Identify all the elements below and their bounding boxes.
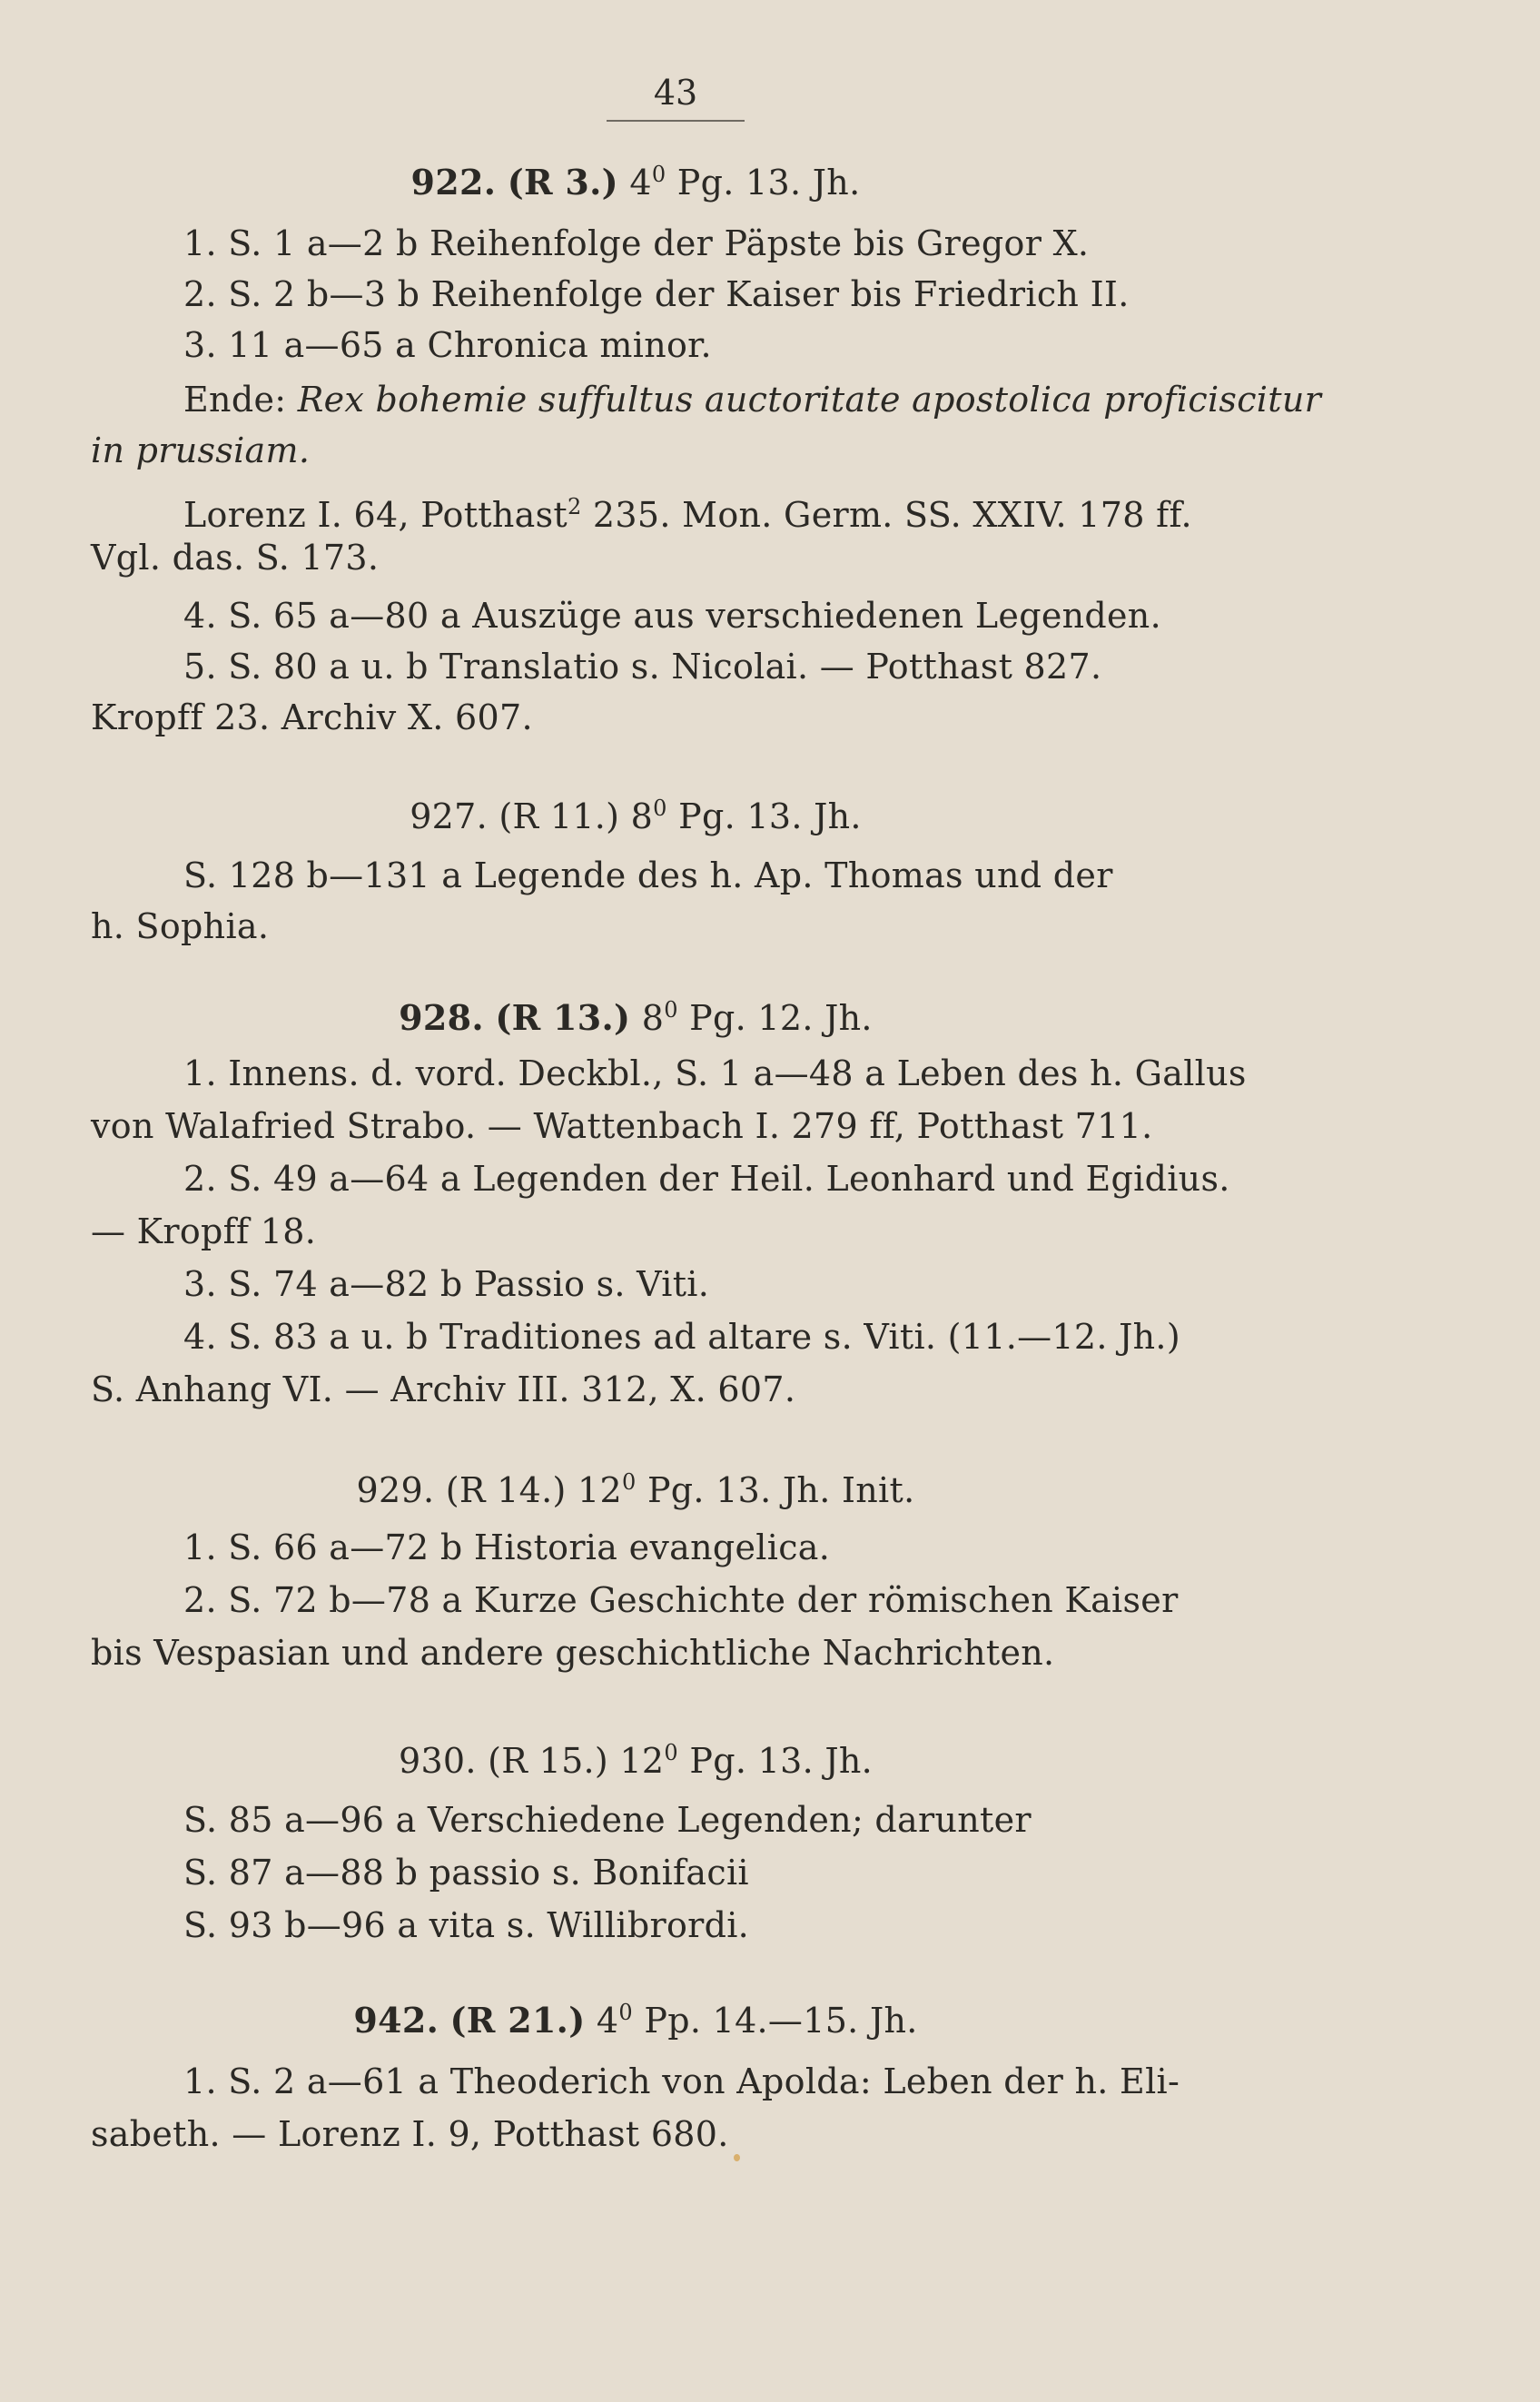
entry-922-item-1: 1. S. 1 a—2 b Reihenfolge der Päpste bis Gregor X. — [183, 223, 1090, 263]
shelfmark: (R 15.) — [488, 1741, 609, 1781]
format-superscript: 0 — [664, 997, 678, 1023]
format: 4 — [629, 163, 652, 203]
format: 8 — [630, 796, 654, 836]
heading-rest: Pg. 13. Jh. — [689, 1741, 874, 1781]
entry-930-line-3: S. 93 b—96 a vita s. Willibrordi. — [183, 1905, 750, 1945]
potthast-edition-superscript: 2 — [567, 494, 582, 519]
entry-928-line-2: von Walafried Strabo. — Wattenbach I. 279 ff, Potthast 711. — [91, 1106, 1153, 1146]
entry-928-line-1: 1. Innens. d. vord. Deckbl., S. 1 a—48 a Leben des h. Gallus — [183, 1053, 1247, 1093]
entry-929-line-2: 2. S. 72 b—78 a Kurze Geschichte der römischen Kaiser — [183, 1580, 1179, 1620]
heading-rest: Pp. 14.—15. Jh. — [644, 2001, 918, 2041]
format: 12 — [619, 1741, 665, 1781]
shelfmark: (R 14.) — [445, 1470, 567, 1510]
entry-number: 942. — [353, 2000, 439, 2041]
page-number-rule — [607, 120, 745, 122]
paper-speck — [734, 2154, 740, 2161]
heading-rest: Pg. 13. Jh. — [676, 163, 861, 203]
entry-number: 930. — [398, 1741, 477, 1781]
entry-922-item-4: 4. S. 65 a—80 a Auszüge aus verschiedenen Legenden. — [183, 596, 1161, 636]
ende-label: Ende: — [183, 380, 287, 420]
heading-rest: Pg. 12. Jh. — [689, 998, 873, 1038]
format: 4 — [596, 2001, 619, 2041]
entry-927-heading — [91, 783, 1180, 842]
entry-922-item-5-cont: Kropff 23. Archiv X. 607. — [91, 697, 533, 737]
format-superscript: 0 — [664, 1740, 678, 1765]
entry-number: 922. — [410, 162, 497, 203]
shelfmark: (R 11.) — [499, 796, 620, 836]
format-superscript: 0 — [621, 1469, 637, 1495]
entry-929-line-1: 1. S. 66 a—72 b Historia evangelica. — [183, 1527, 831, 1567]
entry-922-item-5: 5. S. 80 a u. b Translatio s. Nicolai. — Potthast 827. — [183, 647, 1102, 687]
entry-922-item-2: 2. S. 2 b—3 b Reihenfolge der Kaiser bis Friedrich II. — [183, 274, 1130, 314]
entry-930-line-2: S. 87 a—88 b passio s. Bonifacii — [183, 1853, 749, 1893]
shelfmark: (R 13.) — [495, 997, 631, 1038]
entry-928-heading — [91, 984, 1180, 1043]
entry-922-ende-cont: in prussiam. — [91, 430, 311, 470]
entry-928-line-4: — Kropff 18. — [91, 1211, 317, 1251]
entry-930-heading — [91, 1727, 1180, 1786]
entry-928-line-5: 3. S. 74 a—82 b Passio s. Viti. — [183, 1264, 710, 1304]
entry-number: 927. — [410, 796, 489, 836]
entry-929-heading — [91, 1457, 1180, 1516]
format-superscript: 0 — [618, 2000, 633, 2025]
ende-quote: Rex bohemie suffultus auctoritate apostolica proficiscitur — [297, 380, 1322, 420]
entry-number: 929. — [356, 1470, 435, 1510]
format-superscript: 0 — [653, 796, 667, 821]
entry-927-line-2: h. Sophia. — [91, 906, 270, 946]
entry-922-heading — [91, 149, 1180, 208]
entry-922-vgl: Vgl. das. S. 173. — [91, 538, 380, 578]
lorenz-ref: Lorenz I. 64, Potthast — [183, 495, 568, 535]
lorenz-ref-rest: 235. Mon. Germ. SS. XXIV. 178 ff. — [581, 495, 1192, 535]
format: 12 — [578, 1470, 622, 1510]
entry-928-line-6: 4. S. 83 a u. b Traditiones ad altare s. Viti. (11.—12. Jh.) — [183, 1317, 1180, 1357]
format: 8 — [641, 998, 665, 1038]
heading-rest: Pg. 13. Jh. — [678, 796, 862, 836]
entry-928-line-3: 2. S. 49 a—64 a Legenden der Heil. Leonhard und Egidius. — [183, 1159, 1230, 1199]
entry-930-line-1: S. 85 a—96 a Verschiedene Legenden; darunter — [183, 1800, 1032, 1840]
entry-942-line-2: sabeth. — Lorenz I. 9, Potthast 680. — [91, 2114, 729, 2154]
entry-927-line-1: S. 128 b—131 a Legende des h. Ap. Thomas und der — [183, 855, 1113, 895]
shelfmark: (R 3.) — [507, 162, 618, 203]
entry-942-heading — [91, 1987, 1180, 2046]
page-number: 43 — [653, 73, 698, 113]
heading-rest: Pg. 13. Jh. Init. — [647, 1470, 915, 1510]
shelfmark: (R 21.) — [449, 2000, 586, 2041]
entry-928-line-7: S. Anhang VI. — Archiv III. 312, X. 607. — [91, 1369, 796, 1409]
entry-number: 928. — [399, 997, 484, 1038]
entry-929-line-3: bis Vespasian und andere geschichtliche Nachrichten. — [91, 1633, 1055, 1673]
entry-942-line-1: 1. S. 2 a—61 a Theoderich von Apolda: Leben der h. Eli- — [183, 2061, 1180, 2101]
entry-922-item-3: 3. 11 a—65 a Chronica minor. — [183, 325, 712, 365]
format-superscript: 0 — [651, 162, 666, 187]
entry-922-ende — [183, 374, 1364, 425]
